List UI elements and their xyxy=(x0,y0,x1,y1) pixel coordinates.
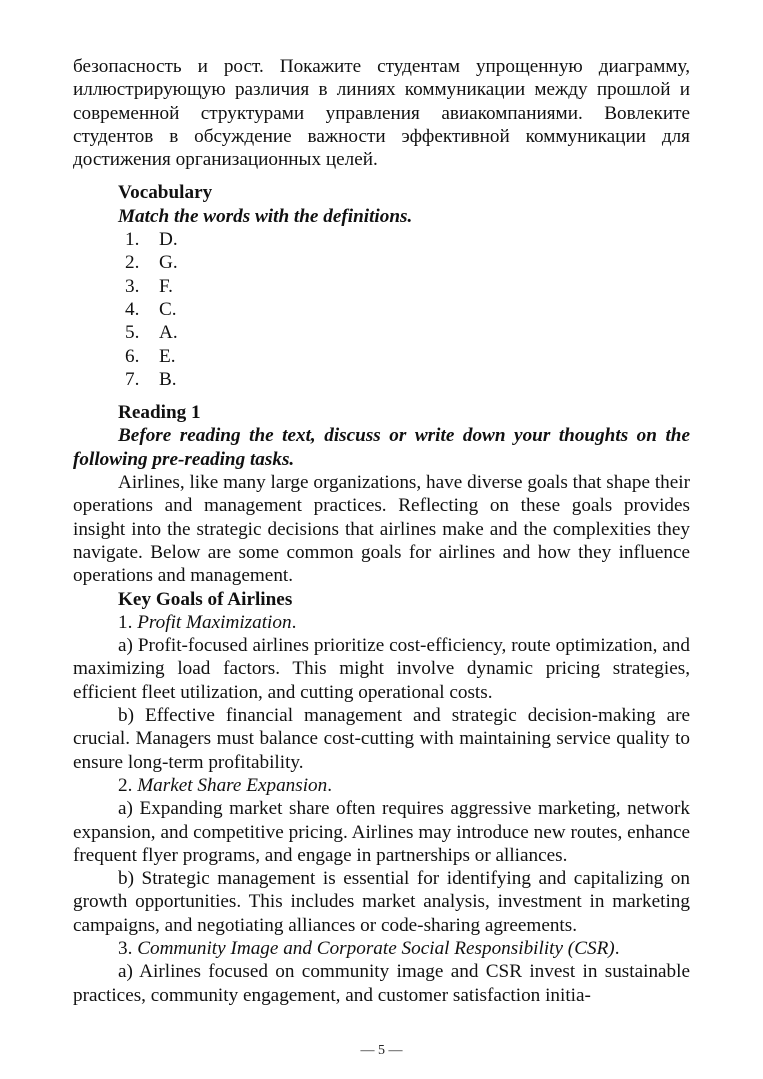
vocabulary-section xyxy=(73,181,690,391)
answer-number: 2. xyxy=(125,252,140,274)
list-item xyxy=(125,228,690,251)
goals-heading: Key Goals of Airlines xyxy=(118,588,293,610)
answer-letter: C. xyxy=(159,298,177,320)
goal-number: 1. xyxy=(118,611,133,633)
list-item xyxy=(125,275,690,298)
goal-title: 1. Profit Maximization. xyxy=(118,611,297,633)
goal-name: Profit Maximization xyxy=(137,611,292,633)
answer-number: 3. xyxy=(125,275,140,297)
page-number: — 5 — xyxy=(360,1043,403,1058)
answer-number: 1. xyxy=(125,229,140,251)
goal-name: Market Share Expansion xyxy=(137,774,328,796)
goal-number: 2. xyxy=(118,774,133,796)
vocabulary-instruction: Match the words with the definitions. xyxy=(118,205,413,227)
goal-number: 3. xyxy=(118,937,133,959)
goal-point: a) Airlines focused on community image and CSR invest in sustainable practices, community engagement, and customer satisfaction initia- xyxy=(73,961,690,1006)
answer-letter: A. xyxy=(159,322,178,344)
reading-heading: Reading 1 xyxy=(118,402,201,424)
list-item xyxy=(125,345,690,368)
reading-intro: Airlines, like many large organizations, have diverse goals that shape their operations and management practices. Reflecting on these goals provides insight into the strategic decisions that airlines make and the complexities they navigate. Below are some common goals for airlines and how they influence operations and management. xyxy=(73,472,690,587)
goal-title: 2. Market Share Expansion. xyxy=(118,774,333,796)
goal-point: b) Strategic management is essential for identifying and capitalizing on growth opportunities. This includes market analysis, investment in marketing campaigns, and negotiating alliances or code-sharing agreements. xyxy=(73,868,690,936)
answer-letter: B. xyxy=(159,368,177,390)
vocabulary-answer-list xyxy=(73,228,690,391)
goal-point: b) Effective financial management and strategic decision-making are crucial. Managers must balance cost-cutting with maintaining service quality to ensure long-term profitability. xyxy=(73,705,690,773)
answer-number: 4. xyxy=(125,298,140,320)
list-item xyxy=(125,321,690,344)
answer-letter: E. xyxy=(159,345,176,367)
goal-title: 3. Community Image and Corporate Social Responsibility (CSR). xyxy=(118,937,620,959)
page-content xyxy=(73,55,690,1007)
vocabulary-heading: Vocabulary xyxy=(118,182,213,204)
answer-number: 7. xyxy=(125,368,140,390)
answer-letter: D. xyxy=(159,229,178,251)
answer-letter: G. xyxy=(159,252,178,274)
intro-paragraph: безопасность и рост. Покажите студентам упрощенную диаграмму, иллюстрирующую различия в линиях коммуникации между прошлой и современной структурами управления авиакомпаниями. Вовлеките студентов в обсуждение важности эффективной коммуникации для достижения организационных целей. xyxy=(73,56,690,171)
goal-point: a) Expanding market share often requires aggressive marketing, network expansion, and competitive pricing. Airlines may introduce new routes, enhance frequent flyer programs, and engage in partnerships or alliances. xyxy=(73,798,690,866)
goal-name: Community Image and Corporate Social Responsibility (CSR) xyxy=(137,937,615,959)
answer-letter: F. xyxy=(159,275,173,297)
list-item xyxy=(125,368,690,391)
goal-point: a) Profit-focused airlines prioritize cost-efficiency, route optimization, and maximizing load factors. This might involve dynamic pricing strategies, efficient fleet utilization, and cutting operational costs. xyxy=(73,635,690,703)
answer-number: 6. xyxy=(125,345,140,367)
list-item xyxy=(125,251,690,274)
reading-section xyxy=(73,401,690,1007)
reading-instruction: Before reading the text, discuss or write down your thoughts on the following pre-reading tasks. xyxy=(73,425,690,470)
list-item xyxy=(125,298,690,321)
answer-number: 5. xyxy=(125,322,140,344)
